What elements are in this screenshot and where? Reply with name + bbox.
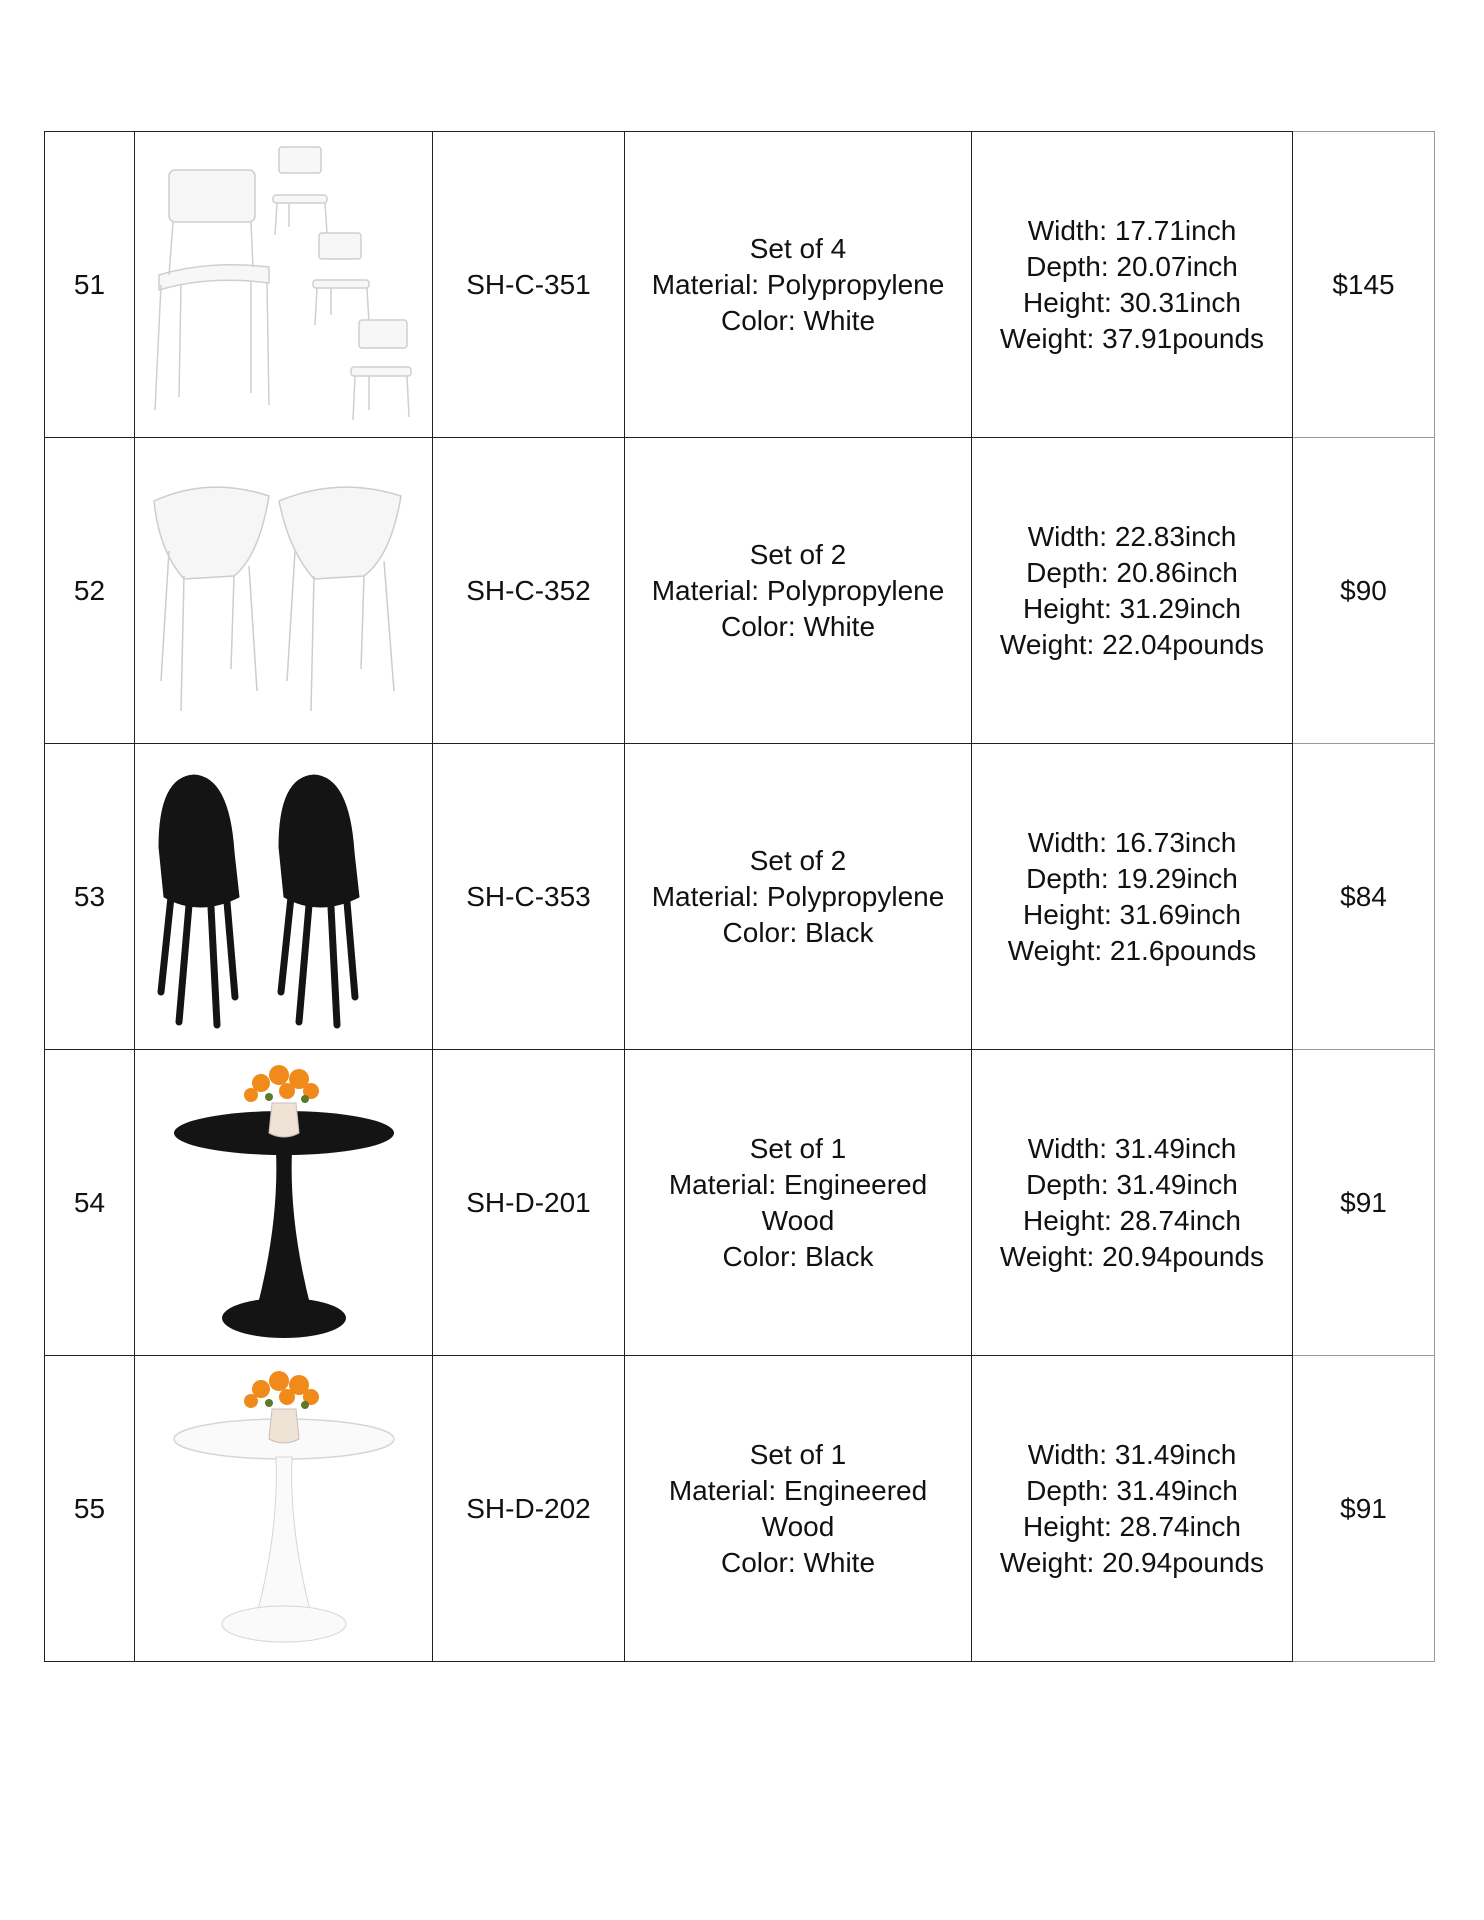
dimension-line: Weight: 37.91pounds — [999, 322, 1265, 354]
dimension-line: Depth: 19.29inch — [1026, 862, 1238, 894]
details-cell — [625, 744, 972, 1050]
dimensions-cell — [972, 744, 1293, 1050]
detail-line: Color: Black — [722, 1240, 874, 1272]
detail-line: Set of 1 — [749, 1438, 847, 1470]
sku-cell: SH-D-201 — [433, 1050, 625, 1356]
dimension-line: Weight: 21.6pounds — [1007, 934, 1257, 966]
dimension-line: Width: 31.49inch — [1027, 1438, 1237, 1470]
white-shell-chairs-image — [139, 441, 429, 741]
item-number: 52 — [45, 438, 135, 744]
detail-line: Material: Polypropylene — [651, 880, 945, 912]
white-table-image — [139, 1359, 429, 1659]
sku-cell: SH-D-202 — [433, 1356, 625, 1662]
dimension-line: Width: 31.49inch — [1027, 1132, 1237, 1164]
dimension-line: Height: 31.69inch — [1023, 898, 1241, 930]
dimension-line: Weight: 20.94pounds — [999, 1240, 1265, 1272]
price-cell: $145 — [1293, 132, 1435, 438]
dimension-line: Depth: 20.07inch — [1026, 250, 1238, 282]
price-cell: $84 — [1293, 744, 1435, 1050]
detail-line: Set of 1 — [749, 1132, 847, 1164]
details-cell — [625, 1356, 972, 1662]
detail-line: Set of 2 — [749, 538, 847, 570]
dimensions-cell — [972, 1050, 1293, 1356]
detail-line: Wood — [761, 1510, 835, 1542]
detail-line: Set of 2 — [749, 844, 847, 876]
table-row — [45, 1356, 1435, 1662]
table-row — [45, 744, 1435, 1050]
dimension-line: Depth: 31.49inch — [1026, 1168, 1238, 1200]
table-row — [45, 438, 1435, 744]
dimension-line: Height: 31.29inch — [1023, 592, 1241, 624]
detail-line: Material: Engineered — [668, 1474, 928, 1506]
dimensions-cell — [972, 438, 1293, 744]
sku-cell: SH-C-352 — [433, 438, 625, 744]
table-row — [45, 132, 1435, 438]
dimension-line: Width: 22.83inch — [1027, 520, 1237, 552]
item-number: 51 — [45, 132, 135, 438]
sku-cell: SH-C-353 — [433, 744, 625, 1050]
product-image-cell — [135, 132, 433, 438]
price-cell: $90 — [1293, 438, 1435, 744]
dimension-line: Width: 17.71inch — [1027, 214, 1237, 246]
detail-line: Set of 4 — [749, 232, 847, 264]
details-cell — [625, 438, 972, 744]
sku-cell: SH-C-351 — [433, 132, 625, 438]
price-cell: $91 — [1293, 1050, 1435, 1356]
product-image-cell — [135, 1356, 433, 1662]
white-chairs-image — [139, 135, 429, 435]
detail-line: Color: White — [720, 610, 876, 642]
detail-line: Material: Polypropylene — [651, 574, 945, 606]
dimensions-cell — [972, 1356, 1293, 1662]
dimension-line: Depth: 20.86inch — [1026, 556, 1238, 588]
item-number: 55 — [45, 1356, 135, 1662]
dimension-line: Weight: 22.04pounds — [999, 628, 1265, 660]
product-table — [44, 131, 1435, 1662]
detail-line: Color: Black — [722, 916, 874, 948]
dimension-line: Weight: 20.94pounds — [999, 1546, 1265, 1578]
product-image-cell — [135, 438, 433, 744]
price-cell: $91 — [1293, 1356, 1435, 1662]
product-image-cell — [135, 744, 433, 1050]
detail-line: Material: Engineered — [668, 1168, 928, 1200]
details-cell — [625, 1050, 972, 1356]
item-number: 53 — [45, 744, 135, 1050]
dimension-line: Height: 28.74inch — [1023, 1204, 1241, 1236]
black-table-image — [139, 1053, 429, 1353]
product-image-cell — [135, 1050, 433, 1356]
dimension-line: Height: 30.31inch — [1023, 286, 1241, 318]
table-row — [45, 1050, 1435, 1356]
detail-line: Material: Polypropylene — [651, 268, 945, 300]
dimension-line: Width: 16.73inch — [1027, 826, 1237, 858]
detail-line: Color: White — [720, 304, 876, 336]
dimension-line: Depth: 31.49inch — [1026, 1474, 1238, 1506]
item-number: 54 — [45, 1050, 135, 1356]
detail-line: Wood — [761, 1204, 835, 1236]
detail-line: Color: White — [720, 1546, 876, 1578]
dimensions-cell — [972, 132, 1293, 438]
dimension-line: Height: 28.74inch — [1023, 1510, 1241, 1542]
details-cell — [625, 132, 972, 438]
black-chairs-image — [139, 747, 429, 1047]
